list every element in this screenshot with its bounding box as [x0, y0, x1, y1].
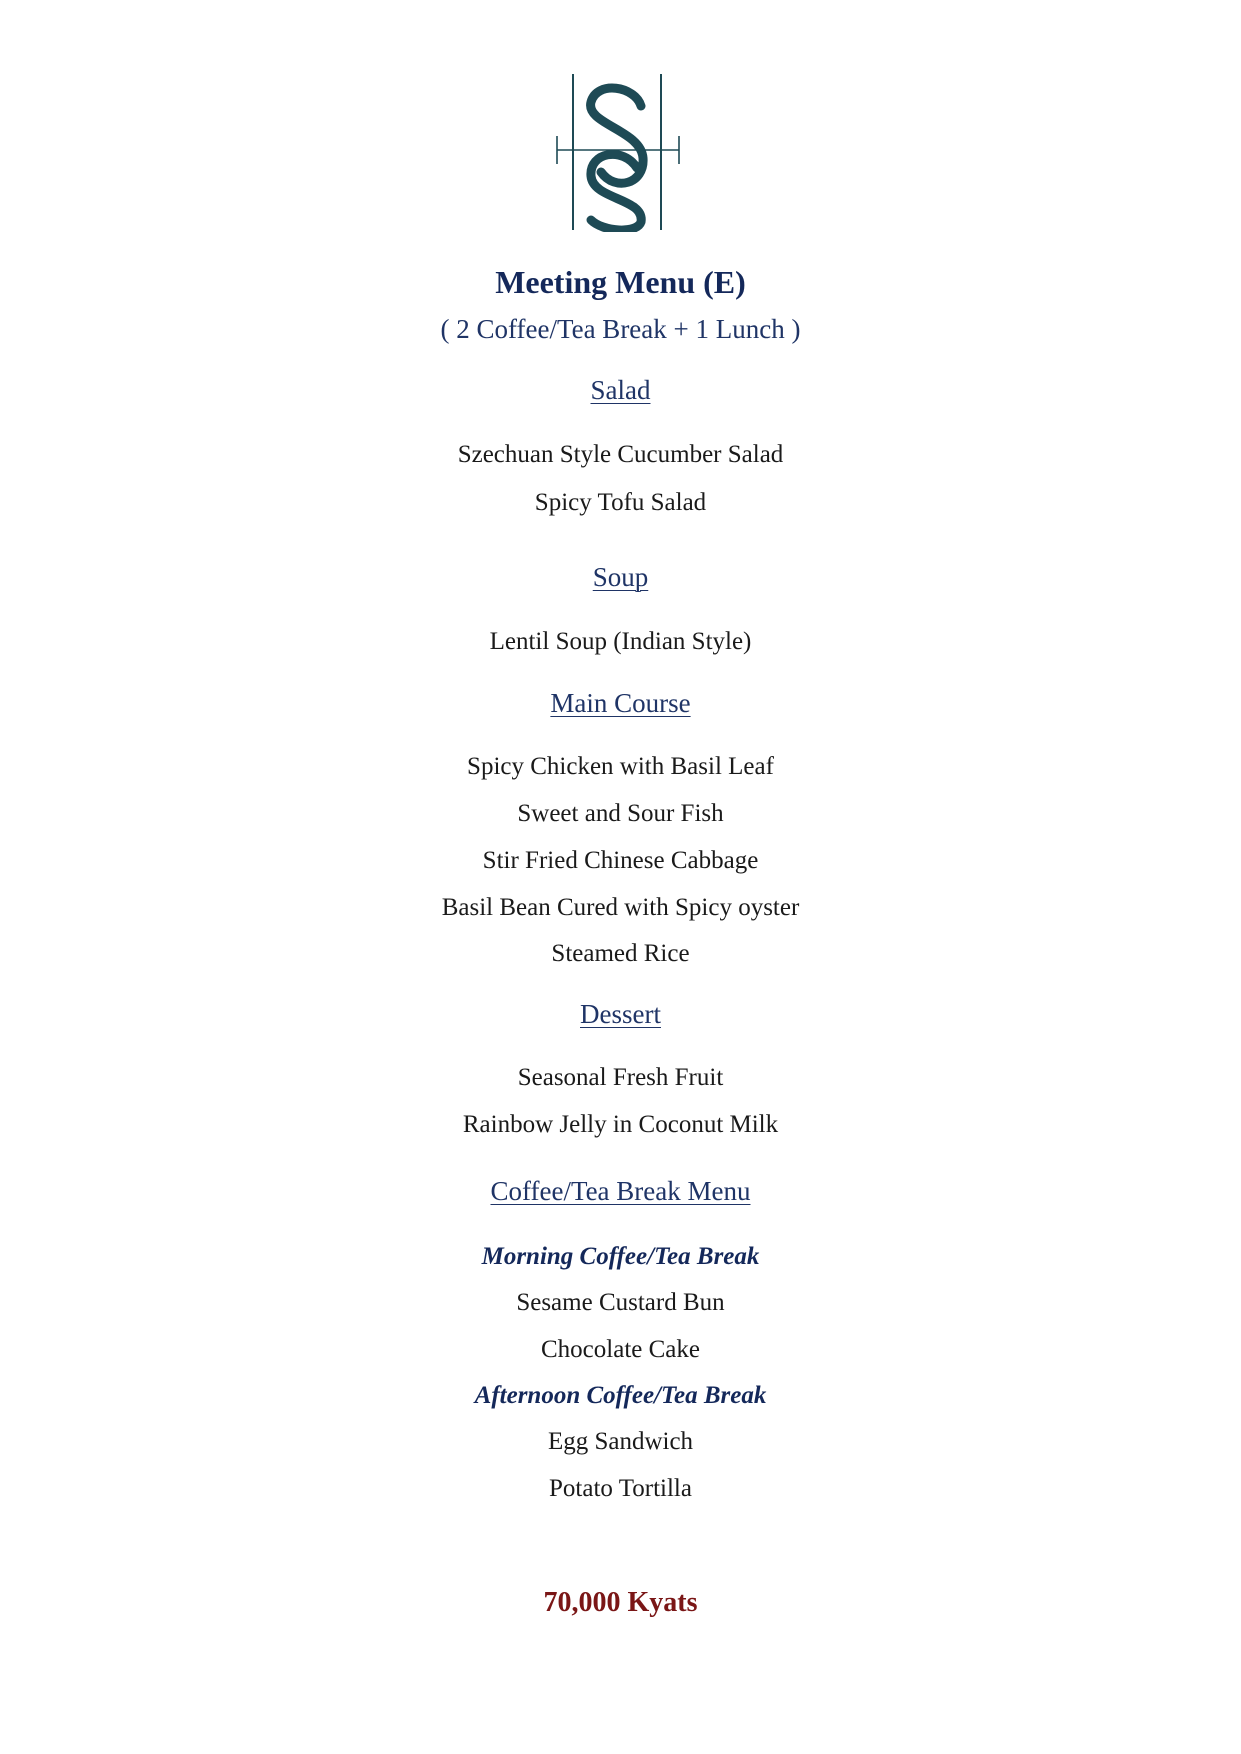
- main-course-heading: Main Course: [550, 688, 691, 718]
- afternoon-break-heading: Afternoon Coffee/Tea Break: [474, 1382, 767, 1409]
- menu-item: Egg Sandwich: [547, 1428, 694, 1455]
- ss-monogram-logo-icon: [555, 72, 681, 232]
- menu-item: Rainbow Jelly in Coconut Milk: [462, 1111, 779, 1138]
- soup-heading: Soup: [592, 562, 649, 592]
- menu-item: Steamed Rice: [551, 940, 690, 967]
- dessert-heading: Dessert: [580, 999, 661, 1029]
- menu-item: Lentil Soup (Indian Style): [489, 628, 752, 655]
- price-label: 70,000 Kyats: [543, 1587, 698, 1618]
- menu-item: Sesame Custard Bun: [516, 1289, 725, 1316]
- menu-item: Basil Bean Cured with Spicy oyster: [441, 894, 800, 921]
- morning-break-heading: Morning Coffee/Tea Break: [481, 1243, 760, 1270]
- salad-heading: Salad: [590, 375, 651, 405]
- menu-item: Sweet and Sour Fish: [517, 800, 724, 827]
- menu-item: Spicy Chicken with Basil Leaf: [467, 753, 774, 780]
- menu-item: Stir Fried Chinese Cabbage: [482, 847, 759, 874]
- coffee-tea-heading: Coffee/Tea Break Menu: [490, 1176, 751, 1206]
- menu-item: Szechuan Style Cucumber Salad: [457, 441, 784, 468]
- menu-item: Potato Tortilla: [549, 1475, 692, 1502]
- menu-item: Spicy Tofu Salad: [534, 489, 707, 516]
- menu-title: Meeting Menu (E): [495, 264, 746, 300]
- menu-item: Chocolate Cake: [541, 1336, 700, 1363]
- menu-subtitle: ( 2 Coffee/Tea Break + 1 Lunch ): [440, 314, 801, 344]
- menu-item: Seasonal Fresh Fruit: [517, 1064, 724, 1091]
